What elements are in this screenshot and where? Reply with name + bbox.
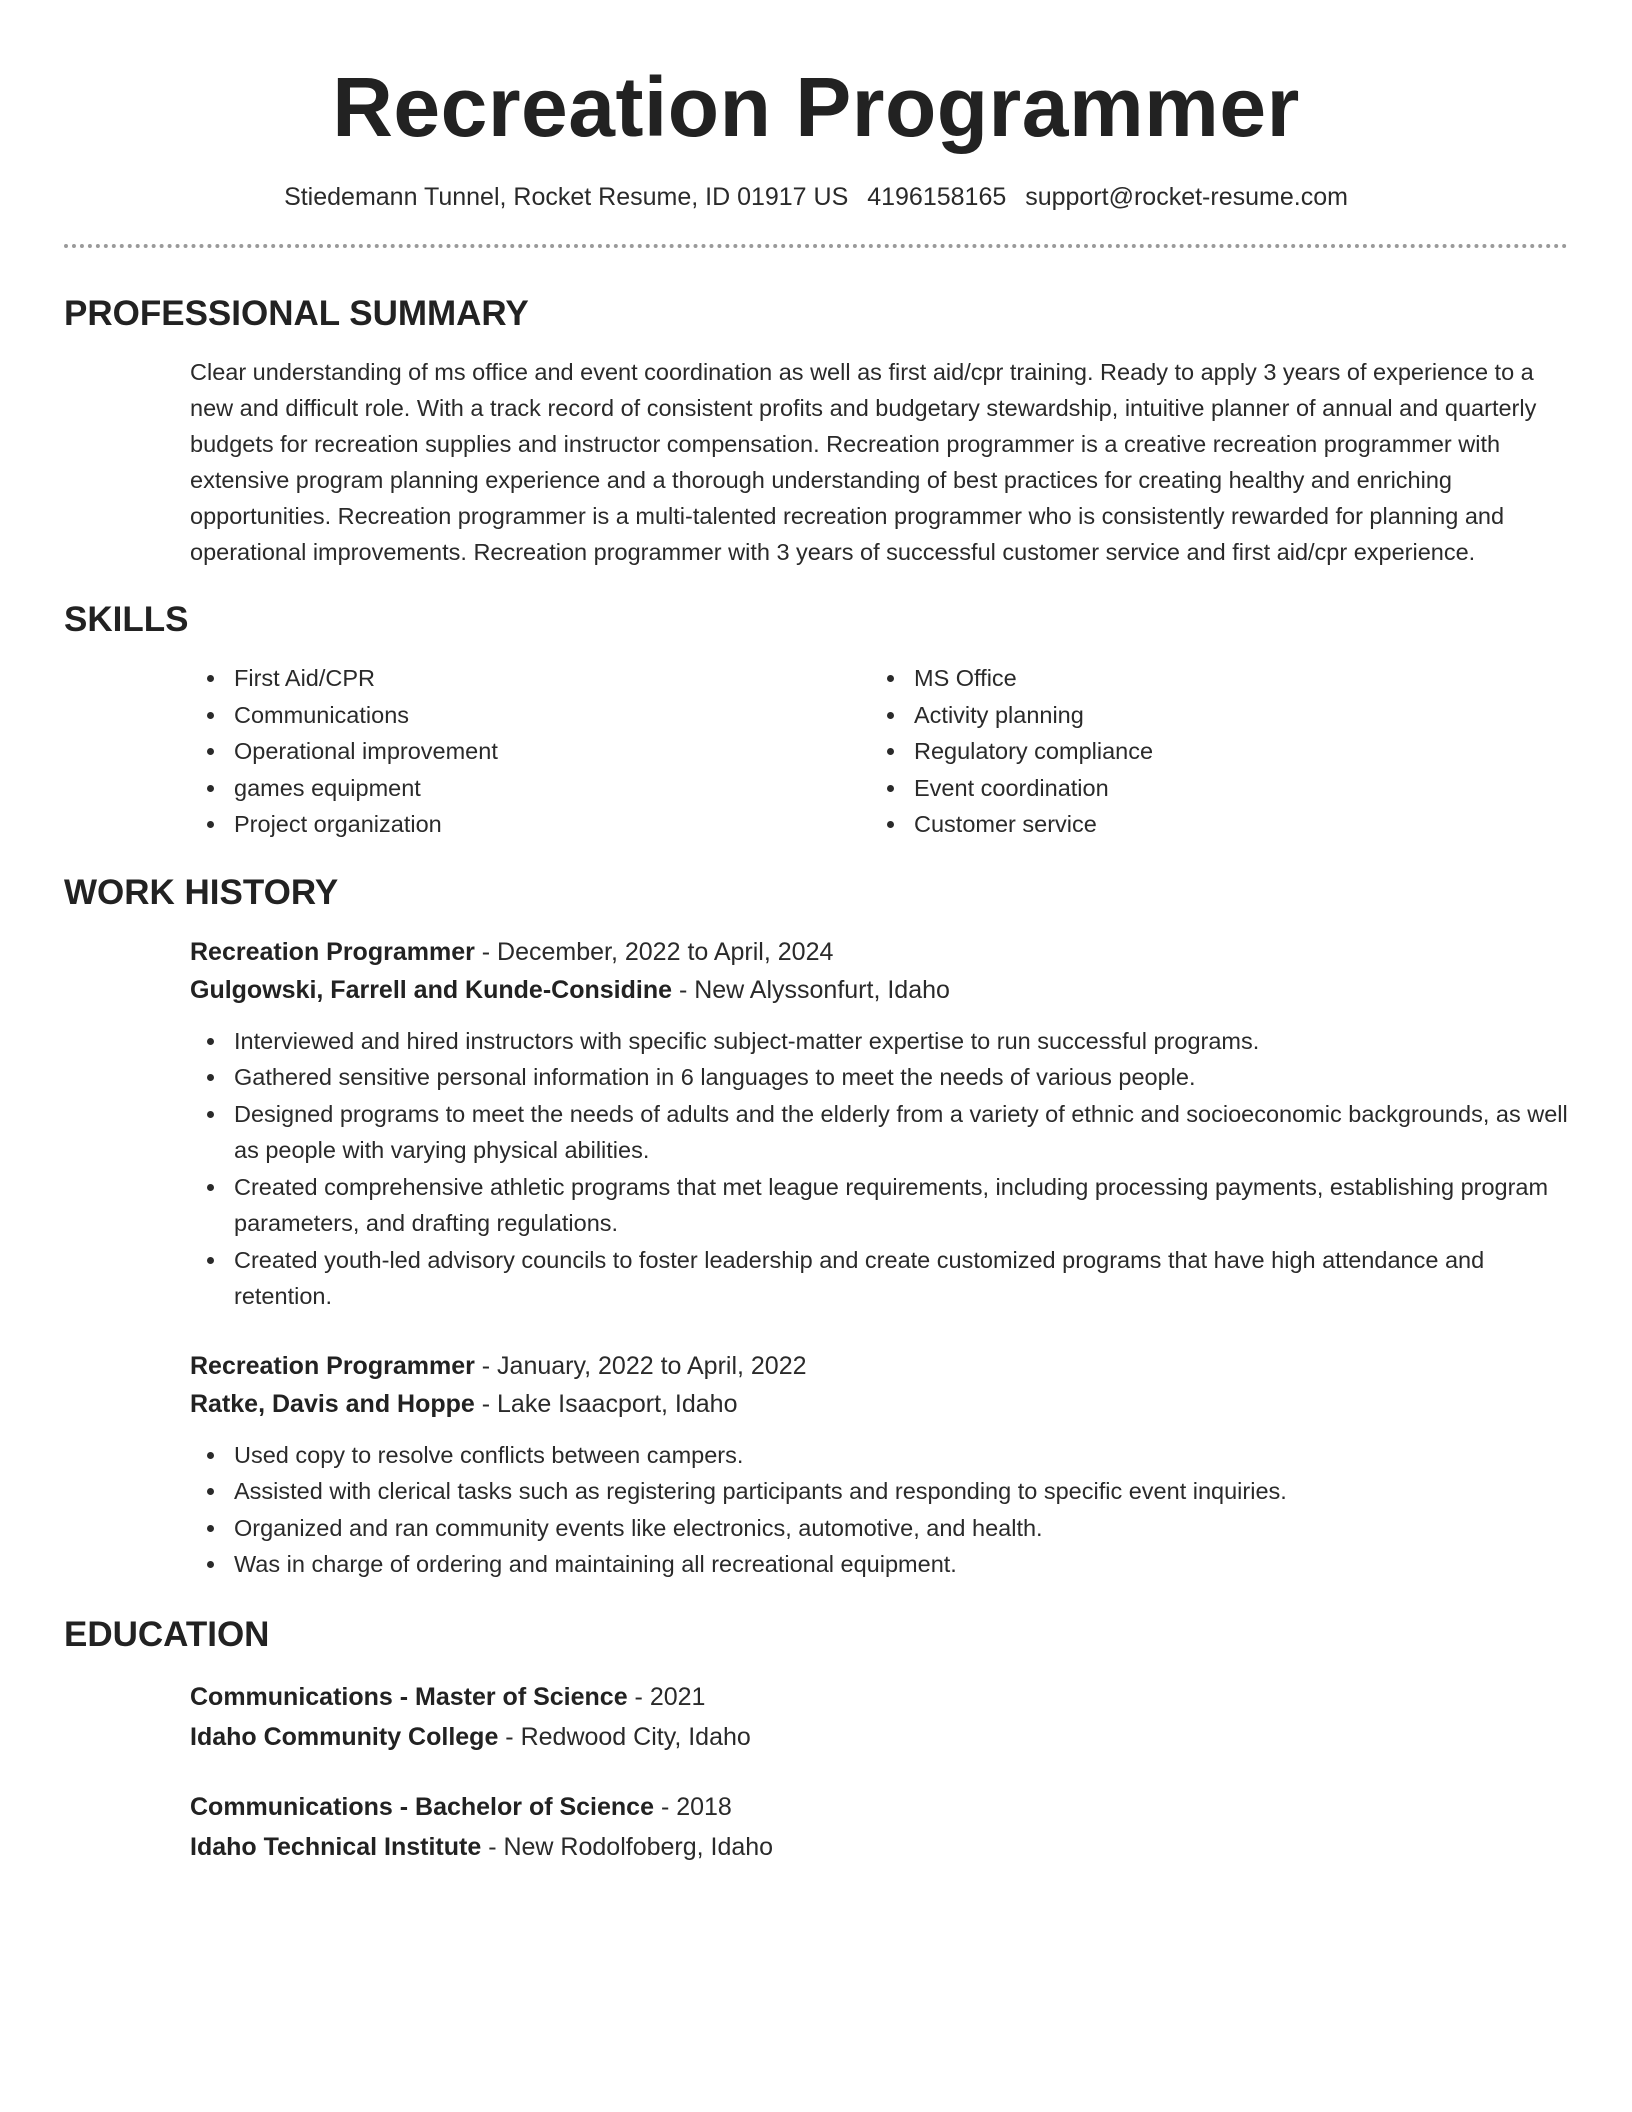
job-bullet: Designed programs to meet the needs of adults and the elderly from a variety of ethnic and socioeconomic backgrounds, as well as people with varying physical abilities.	[234, 1096, 1568, 1169]
job-title-line	[190, 933, 1568, 971]
skills-column-right	[870, 660, 1550, 843]
education-school: Idaho Community College	[190, 1722, 499, 1751]
job-company-line	[190, 1385, 1568, 1423]
section-title-summary: PROFESSIONAL SUMMARY	[64, 294, 529, 333]
skill-item: Activity planning	[914, 697, 1550, 734]
job-company: Ratke, Davis and Hoppe	[190, 1389, 475, 1418]
skill-item: MS Office	[914, 660, 1550, 697]
job-bullet: Assisted with clerical tasks such as registering participants and responding to specific event inquiries.	[234, 1473, 1568, 1510]
education-year: - 2018	[654, 1792, 732, 1821]
skill-item: Customer service	[914, 806, 1550, 843]
header-divider	[64, 244, 1568, 248]
contact-phone: 4196158165	[867, 183, 1007, 211]
education-degree-line	[190, 1677, 1568, 1717]
job-dates: - December, 2022 to April, 2024	[474, 937, 834, 966]
summary-text: Clear understanding of ms office and event coordination as well as first aid/cpr training. Ready to apply 3 years of experience to a new and difficult role. With a track record of consistent profits and budgetary stewardship, intuitive planner of annual and quarterly budgets for recreation supplies and instructor compensation. Recreation programmer is a creative recreation programmer with extensive program planning experience and a thorough understanding of best practices for creating healthy and enriching opportunities. Recreation programmer is a multi-talented recreation programmer who is consistently rewarded for planning and operational improvements. Recreation programmer with 3 years of successful customer service and first aid/cpr experience.	[190, 359, 1537, 565]
education-location: - New Rodolfoberg, Idaho	[481, 1832, 774, 1861]
job-location: - Lake Isaacport, Idaho	[474, 1389, 738, 1418]
education-degree-line	[190, 1787, 1568, 1827]
education-school-line	[190, 1717, 1568, 1757]
job-title-line	[190, 1347, 1568, 1385]
job-role: Recreation Programmer	[190, 937, 475, 966]
education-year: - 2021	[627, 1682, 706, 1711]
job-bullet: Was in charge of ordering and maintaining all recreational equipment.	[234, 1546, 1568, 1583]
education-school-line	[190, 1827, 1568, 1867]
job-bullet: Created youth-led advisory councils to foster leadership and create customized programs that have high attendance and retention.	[234, 1242, 1568, 1315]
section-title-work-history: WORK HISTORY	[64, 872, 339, 912]
contact-line	[64, 180, 1568, 214]
skill-item: Project organization	[234, 806, 870, 843]
skill-item: Regulatory compliance	[914, 733, 1550, 770]
skill-item: games equipment	[234, 770, 870, 807]
job-entry	[190, 933, 1568, 1315]
skills-list	[190, 660, 1568, 843]
skill-item: Communications	[234, 697, 870, 734]
resume-name: Recreation Programmer	[332, 60, 1300, 154]
job-bullet: Created comprehensive athletic programs that met league requirements, including processing payments, establishing program parameters, and drafting regulations.	[234, 1169, 1568, 1242]
job-bullets	[190, 1023, 1568, 1315]
job-bullet: Organized and ran community events like electronics, automotive, and health.	[234, 1510, 1568, 1547]
job-bullet: Gathered sensitive personal information in 6 languages to meet the needs of various people.	[234, 1059, 1568, 1096]
contact-email: support@rocket-resume.com	[1025, 183, 1348, 211]
skill-item: Operational improvement	[234, 733, 870, 770]
job-company-line	[190, 971, 1568, 1009]
job-entry	[190, 1347, 1568, 1583]
job-company: Gulgowski, Farrell and Kunde-Considine	[190, 975, 672, 1004]
job-bullet: Used copy to resolve conflicts between campers.	[234, 1437, 1568, 1474]
section-title-education: EDUCATION	[64, 1614, 270, 1654]
skill-item: Event coordination	[914, 770, 1550, 807]
job-dates: - January, 2022 to April, 2022	[474, 1351, 807, 1380]
job-location: - New Alyssonfurt, Idaho	[672, 975, 950, 1004]
education-location: - Redwood City, Idaho	[498, 1722, 751, 1751]
job-bullet: Interviewed and hired instructors with specific subject-matter expertise to run successful programs.	[234, 1023, 1568, 1060]
resume-page	[64, 0, 1568, 1867]
section-title-skills: SKILLS	[64, 600, 189, 639]
skills-column-left	[190, 660, 870, 843]
job-role: Recreation Programmer	[190, 1351, 475, 1380]
skill-item: First Aid/CPR	[234, 660, 870, 697]
job-bullets	[190, 1437, 1568, 1583]
education-degree: Communications - Bachelor of Science	[190, 1792, 654, 1821]
contact-address: Stiedemann Tunnel, Rocket Resume, ID 01917 US	[284, 183, 849, 211]
education-school: Idaho Technical Institute	[190, 1832, 482, 1861]
education-entry	[190, 1677, 1568, 1757]
education-entry	[190, 1787, 1568, 1867]
education-degree: Communications - Master of Science	[190, 1682, 628, 1711]
